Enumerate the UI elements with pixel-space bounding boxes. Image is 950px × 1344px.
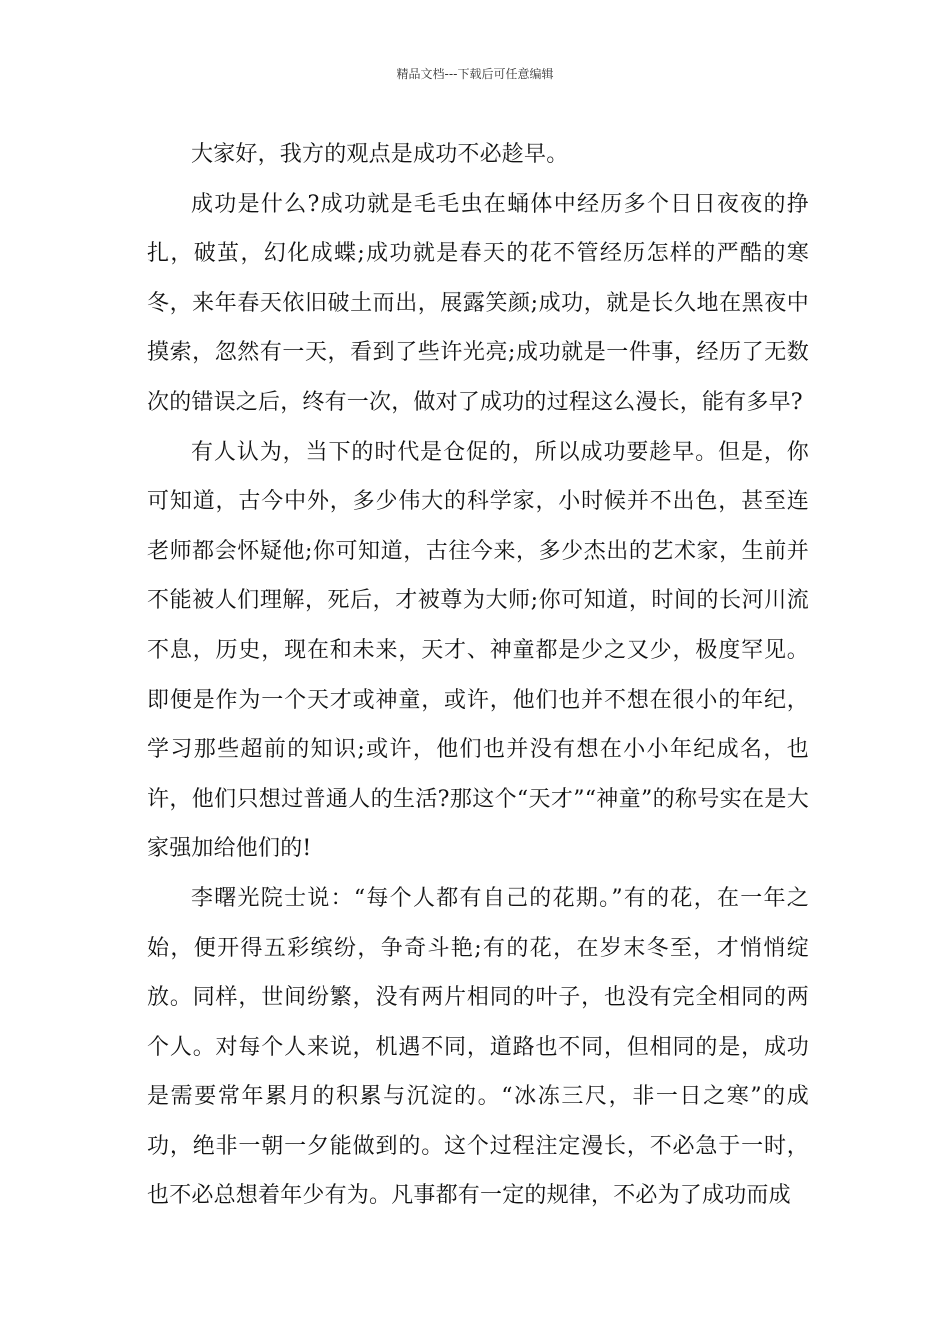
page-header: 精品文档---下载后可任意编辑 xyxy=(396,67,554,81)
paragraph-2: 成功是什么?成功就是毛毛虫在蛹体中经历多个日日夜夜的挣扎，破茧，幻化成蝶;成功就是春天的花不管经历怎样的严酷的寒冬，来年春天依旧破土而出，展露笑颜;成功，就是长久地在黑夜中摸索，忽然有一天，看到了些许光亮;成功就是一件事，经历了无数次的错误之后，终有一次，做对了成功的过程这么漫长，能有多早? xyxy=(147,191,809,415)
document-body xyxy=(147,130,809,1221)
paragraph-1: 大家好，我方的观点是成功不必趁早。 xyxy=(191,142,569,167)
paragraph-4: 李曙光院士说：“每个人都有自己的花期。”有的花，在一年之始，便开得五彩缤纷，争奇斗艳;有的花，在岁末冬至，才悄悄绽放。同样，世间纷繁，没有两片相同的叶子，也没有完全相同的两个人。对每个人来说，机遇不同，道路也不同，但相同的是，成功是需要常年累月的积累与沉淀的。“冰冻三尺，非一日之寒”的成功，绝非一朝一夕能做到的。这个过程注定漫长，不必急于一时，也不必总想着年少有为。凡事都有一定的规律，不必为了成功而成 xyxy=(147,885,809,1209)
paragraph-3: 有人认为，当下的时代是仓促的，所以成功要趁早。但是，你可知道，古今中外，多少伟大的科学家，小时候并不出色，甚至连老师都会怀疑他;你可知道，古往今来，多少杰出的艺术家，生前并不能被人们理解，死后，才被尊为大师;你可知道，时间的长河川流不息，历史，现在和未来，天才、神童都是少之又少，极度罕见。即便是作为一个天才或神童，或许，他们也并不想在很小的年纪，学习那些超前的知识;或许，他们也并没有想在小小年纪成名，也许，他们只想过普通人的生活?那这个“天才”“神童”的称号实在是大家强加给他们的! xyxy=(147,439,809,862)
